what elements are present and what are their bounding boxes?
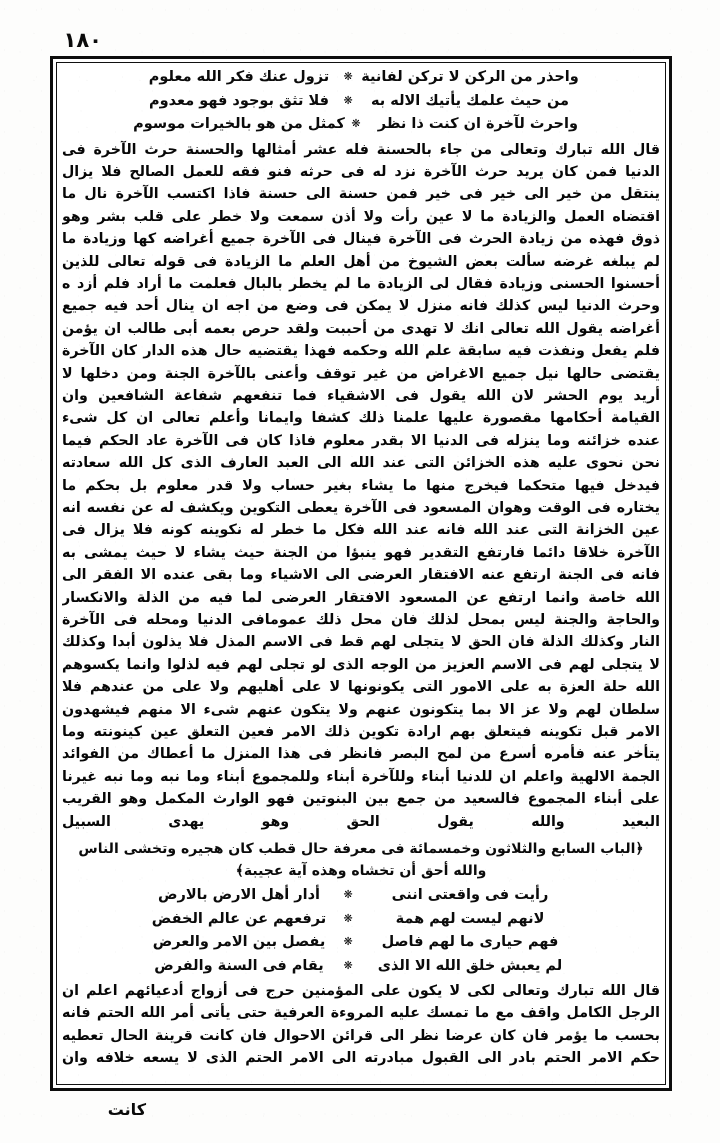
chapter-heading-line-2: والله أحق أن تخشاه وهذه آية عجيبة [243, 863, 487, 880]
heading-close-brace-icon: ﴾ [235, 863, 244, 880]
body-paragraph-bottom: قال الله تبارك وتعالى لكى لا يكون على المؤمنين حرج فى أزواج أدعيائهم اعلم ان الرجل الكامل واقف مع ما تمسك عليه المروءة العرفية حتى يأتى أمر الله الحتم فانه بحسب ما يؤمر فان كان عرضا نظر الى قرائن الاحوال فان كانت قرينة الحال تعطيه حكم الامر الحتم بادر الى القبول مبادرته الى الامر الحتم الذى لا يسعه خلافه وان [62, 983, 660, 1066]
verse-separator-icon: ❋ [343, 888, 353, 902]
verse-hemistich-first: واحذر من الركن لا تركن لفانية [361, 69, 579, 85]
verse-hemistich-second: كمثل من هو بالخيرات موسوم [133, 116, 345, 132]
verse-hemistich-second: ترفعهم عن عالم الخفض [151, 910, 327, 927]
verse-separator-icon: ❋ [343, 70, 353, 83]
page-border-frame [50, 56, 672, 1091]
page-number-value: ١٨٠ [63, 28, 102, 52]
verse-line [62, 955, 660, 979]
verse-hemistich-second: فلا تثق بوجود فهو معدوم [149, 92, 329, 109]
verse-hemistich-first: من حيث علمك يأتيك الاله به [370, 92, 570, 109]
verse-line [62, 113, 660, 137]
verse-hemistich-second: يفصل بين الامر والعرض [152, 934, 326, 951]
verse-hemistich-first: لانهم ليست لهم همة [395, 910, 545, 927]
verse-separator-icon: ❋ [343, 911, 353, 925]
verse-line [62, 66, 660, 90]
heading-open-brace-icon: ﴿ [635, 841, 644, 858]
chapter-heading [62, 838, 660, 882]
verse-hemistich-first: فهم حيارى ما لهم فاصل [381, 934, 559, 951]
verse-line [62, 90, 660, 114]
verse-separator-icon: ❋ [351, 117, 361, 130]
verse-hemistich-first: واحرث لآخرة ان كنت ذا نظر [377, 116, 578, 132]
verse-line [62, 908, 660, 932]
verse-line [62, 884, 660, 908]
page-number [0, 28, 676, 52]
top-verse-block [62, 66, 660, 137]
verse-separator-icon: ❋ [343, 93, 353, 107]
verse-hemistich-second: تزول عنك فكر الله معلوم [148, 69, 330, 85]
verse-separator-icon: ❋ [343, 935, 353, 949]
page-content [62, 66, 660, 1081]
verse-hemistich-second: أدار أهل الارض بالارض [158, 887, 320, 904]
verse-hemistich-first: رأيت فى واقعتى اننى [391, 887, 549, 904]
verse-hemistich-second: يقام فى السنة والفرض [154, 957, 324, 974]
middle-verse-block [62, 884, 660, 978]
chapter-heading-line-1: الباب السابع والثلاثون وخمسمائة فى معرفة حال قطب كان هجيره وتخشى الناس [78, 841, 636, 858]
catchword: كانت [107, 1100, 146, 1119]
body-paragraph-top: قال الله تبارك وتعالى من جاء بالحسنة فله عشر أمثالها والحسنة حرث الآخرة فى الدنيا فمن كان يريد حرث الآخرة نزد له فى حرثه فنو فقه للعمل الصالح فلا يزال ينتقل من خير الى خير فى خير فمن حسنة الى حسنة فاذا اكتسب الآخرة نال ما اقتضاه العمل والزيادة ما لا عين رأت ولا أذن سمعت ولا خطر على قلب بشر وهو ذوق فهذه من زيادة الحرث فى الآخرة فينال فى الآخرة جميع أغراضه كها وزيادة ما لم يبلغه غرضه سألت بعض الشيوخ من أهل العلم ما الزيادة فى قوله تعالى للذين أحسنوا الحسنى وزيادة فقال لى الزيادة ما لم يخطر بالبال فعلمت ما أراد فلم أزد ه وحرث الدنيا ليس كذلك فانه منزل لا يمكن فى وضع من اجه ان ينال أحد فيه جميع أغراضه يقول الله تعالى انك لا تهدى من أحببت ولقد حرص بعمه أبى طالب ان يؤمن فلم يفعل ونفذت فيه سابقة علم الله وحكمه فهذا يقتضيه حال هذه الدار كان الآخرة يقتضى حالها نيل جميع الاغراض من غير توقف وأعنى بالآخرة الجنة ومن دخلها لا أريد يوم الحشر لان الله يقول فى الاشقياء فما تنفعهم شفاعة الشافعين وان القيامة أحكامها مقصورة عليها علمنا ذلك كشفا وايمانا وأعلم تعالى ان كل شىء عنده خزائنه وما ينزله فى الدنيا الا بقدر معلوم فاذا كان فى الآخرة عاد الحكم فيما نحن نحوى عليه هذه الخزائن التى عند الله الى العبد العارف الذى كل الله سعادته فيدخل فيها متحكما فيخرج منها ما يشاء بغير حساب ولا قدر معلوم بل بحكم ما يختاره فى الوقت وهوان المسعود فى الآخرة يعطى التكوين ويكشف له عن نفسه انه عين الخزانة التى عند الله فانه عند الله فكل ما خطر له نكوينه كونه فلا يزال فى الآخرة خلاقا دائما فارتفع التقدير فهو ينبؤا من الجنة حيث يشاء لا حيث يمشى به فانه فى الجنة ارتفع عنه الافتقار العرضى الى الاشياء وما بقى عنده الا الفقر الى الله خاصة وانما ارتفع عن المسعود الافتقار العرضى لما فيه من الذلة والانكسار والحاجة والجنة ليس بمحل لذلك فان محل ذلك عمومافى الدنيا ومحله فى الآخرة النار وكذلك الذلة فان الحق لا يتجلى لهم قط فى الاسم المذل فلا يذلون أبدا وكذلك لا يتجلى لهم فى الاسم العزيز من الوجه الذى لو تجلى لهم فيه لذلوا وانما يكسوهم الله حلة العزة به على الامور التى يكونونها لا على أهليهم ولا على من عندهم فلا سلطان لهم ولا عز الا بما يتكونون عنهم ولا يتكون عنهم شىء الا منهم فيشهدون الامر قبل تكوينه فيتعلق بهم ارادة تكوين ذلك الامر فعين التعلق عين كينونته وما يتأخر عنه فأمره أسرع من لمح البصر فانظر فى هذا المنزل ما أعطاك من الفوائد الجمة الالهية واعلم ان للدنيا أبناء وللآخرة أبناء وللمجموع أبناء وما نبه وما نبه غيرنا على أبناء المجموع فالسعيد من جمع بين البنوتين فهو الوارث المكمل وهو القريب البعيد والله يقول الحق وهو يهدى السبيل [62, 141, 660, 830]
verse-hemistich-first: لم يعبش خلق الله الا الذى [377, 957, 563, 974]
verse-separator-icon: ❋ [343, 958, 353, 972]
verse-line [62, 931, 660, 955]
